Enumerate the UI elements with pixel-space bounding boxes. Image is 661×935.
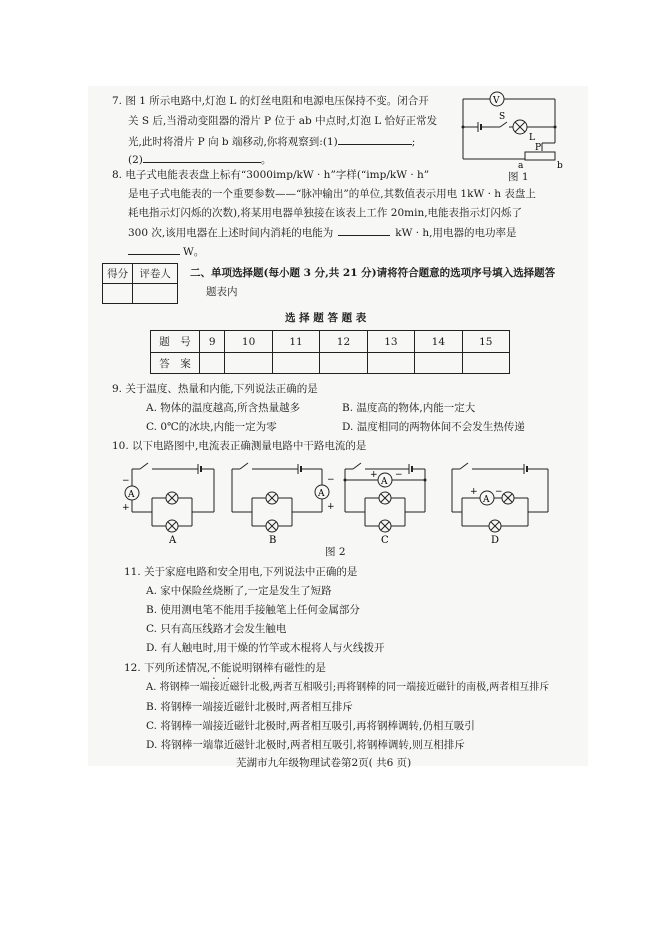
q7-line2: 关 S 后,当滑动变阻器的滑片 P 位于 ab 中点时,灯泡 L 恰好正常发 [128,115,438,127]
q12-option-b[interactable]: B. 将钢棒一端接近磁针北极时,两者相互排斥 [146,701,353,713]
grader-label: 评卷人 [133,264,178,284]
grader-cell[interactable] [133,284,178,304]
q12-stem-post: 说明钢棒有磁性的是 [231,662,326,674]
q12-option-a[interactable]: A. 将钢棒一端接近磁针北极,两者互相吸引;再将钢棒的同一端接近磁针的南极,两者相互排斥 [146,682,550,693]
answer-cell[interactable] [415,353,462,374]
figure-1-circuit [455,85,575,175]
minus-sign: − [395,470,403,480]
ammeter-label: A [128,490,135,500]
question-number: 9 [200,331,225,353]
q8-energy-blank[interactable] [338,225,390,236]
q12-stem [124,661,326,675]
voltmeter-label: V [493,96,500,106]
q8-line4 [128,225,517,240]
score-label: 得分 [103,264,133,284]
q7-line3 [128,134,415,149]
q8-line4-text: 300 次,该用电器在上述时间内消耗的电能为 [128,227,334,239]
section-2-heading-cont: 题表内 [206,286,238,298]
ammeter-label: A [318,489,325,499]
q8-line1: 8. 电子式电能表表盘上标有“3000imp/kW · h”字样(“imp/kW · h” [112,169,430,181]
score-box [102,263,178,304]
question-number: 14 [415,331,462,353]
page-footer: 芜湖市九年级物理试卷第2页( 共6 页) [236,757,412,769]
question-number: 13 [367,331,414,353]
q7-line3-end: ; [411,136,416,148]
q11-stem: 11. 关于家庭电路和安全用电,下列说法中正确的是 [124,566,358,578]
question-number: 15 [462,331,509,353]
question-number: 10 [225,331,272,353]
q12-option-c[interactable]: C. 将钢棒一端接近磁针北极时,两者相互吸引,再将钢棒调转,仍相互吸引 [146,720,475,732]
q9-option-b[interactable]: B. 温度高的物体,内能一定大 [342,402,476,414]
minus-sign: − [122,476,130,486]
q9-stem: 9. 关于温度、热量和内能,下列说法正确的是 [112,383,318,395]
q7-line4-text: (2) [128,154,143,166]
circuit-label-a: A [169,535,177,546]
slider-label: P [535,143,542,153]
q11-option-c[interactable]: C. 只有高压线路才会发生触电 [146,623,287,635]
question-number: 12 [320,331,367,353]
plus-sign: + [470,487,478,497]
circuit-label-c: C [381,535,389,546]
switch-label: S [499,112,506,122]
plus-sign: + [327,502,335,512]
question-number: 11 [272,331,319,353]
q9-option-d[interactable]: D. 温度相同的两物体间不会发生热传递 [342,421,525,433]
q7-line4 [128,152,271,167]
q11-option-b[interactable]: B. 使用测电笔不能用手接触笔上任何金属部分 [146,604,360,616]
q12-stem-pre: 12. 下列所述情况, [124,662,211,674]
end-b-label: b [557,161,563,171]
circuit-label-b: B [269,535,277,546]
figure-2-caption: 图 2 [325,546,346,558]
q10-stem: 10. 以下电路图中,电流表正确测量电路中干路电流的是 [112,440,367,452]
q8-line3: 耗电指示灯闪烁的次数),将某用电器单独接在该表上工作 20min,电能表指示灯闪烁了 [128,207,523,219]
q7-answer-blank-1[interactable] [338,134,412,145]
q9-option-a[interactable]: A. 物体的温度越高,所含热量越多 [146,402,301,414]
q7-line1: 7. 图 1 所示电路中,灯泡 L 的灯丝电阻和电源电压保持不变。闭合开 [112,95,429,107]
minus-sign: − [327,475,335,485]
q7-line3-text: 光,此时将滑片 P 向 b 端移动,你将观察到:(1) [128,136,338,148]
circuit-b [232,463,329,526]
circuit-label-d: D [491,535,500,546]
q11-option-a[interactable]: A. 家中保险丝烧断了,一定是发生了短路 [146,585,332,597]
answer-table [150,330,510,374]
ammeter-label: A [483,495,490,505]
figure-1-caption: 图 1 [508,171,529,183]
figure-2-circuits [110,455,560,545]
score-cell[interactable] [103,284,133,304]
answer-cell[interactable] [320,353,367,374]
plus-sign: + [370,470,378,480]
minus-sign: − [495,487,503,497]
plus-sign: + [122,503,130,513]
q9-option-c[interactable]: C. 0℃的冰块,内能一定为零 [146,421,277,433]
answer-cell[interactable] [200,353,225,374]
q7-answer-blank-2[interactable] [143,152,261,163]
lamp-label: L [529,133,535,143]
answer-cell[interactable] [367,353,414,374]
q8-line5 [128,244,204,259]
q8-power-unit: W。 [183,246,205,258]
answer-cell[interactable] [462,353,509,374]
end-a-label: a [518,161,524,171]
row-label-number: 题 号 [151,331,200,353]
q7-line4-end: 。 [260,154,272,166]
q12-stem-emphasis: 不能 • • [210,662,231,674]
row-label-answer: 答 案 [151,353,200,374]
q8-line2: 是电子式电能表的一个重要参数——“脉冲输出”的单位,其数值表示用电 1kW · h 表盘上 [128,188,536,200]
section-2-heading: 二、单项选择题(每小题 3 分,共 21 分)请将符合题意的选项序号填入选择题答 [190,267,556,279]
answer-cell[interactable] [225,353,272,374]
q8-power-blank[interactable] [128,244,180,255]
ammeter-label: A [381,477,388,487]
q11-option-d[interactable]: D. 有人触电时,用干燥的竹竿或木棍将人与火线拨开 [146,642,385,654]
answer-table-title: 选 择 题 答 题 表 [285,312,367,324]
q12-option-d[interactable]: D. 将钢棒一端靠近磁针北极时,两者相互吸引,将钢棒调转,则互相排斥 [146,739,465,751]
answer-cell[interactable] [272,353,319,374]
q8-line4-unit: kW · h,用电器的电功率是 [395,227,517,239]
